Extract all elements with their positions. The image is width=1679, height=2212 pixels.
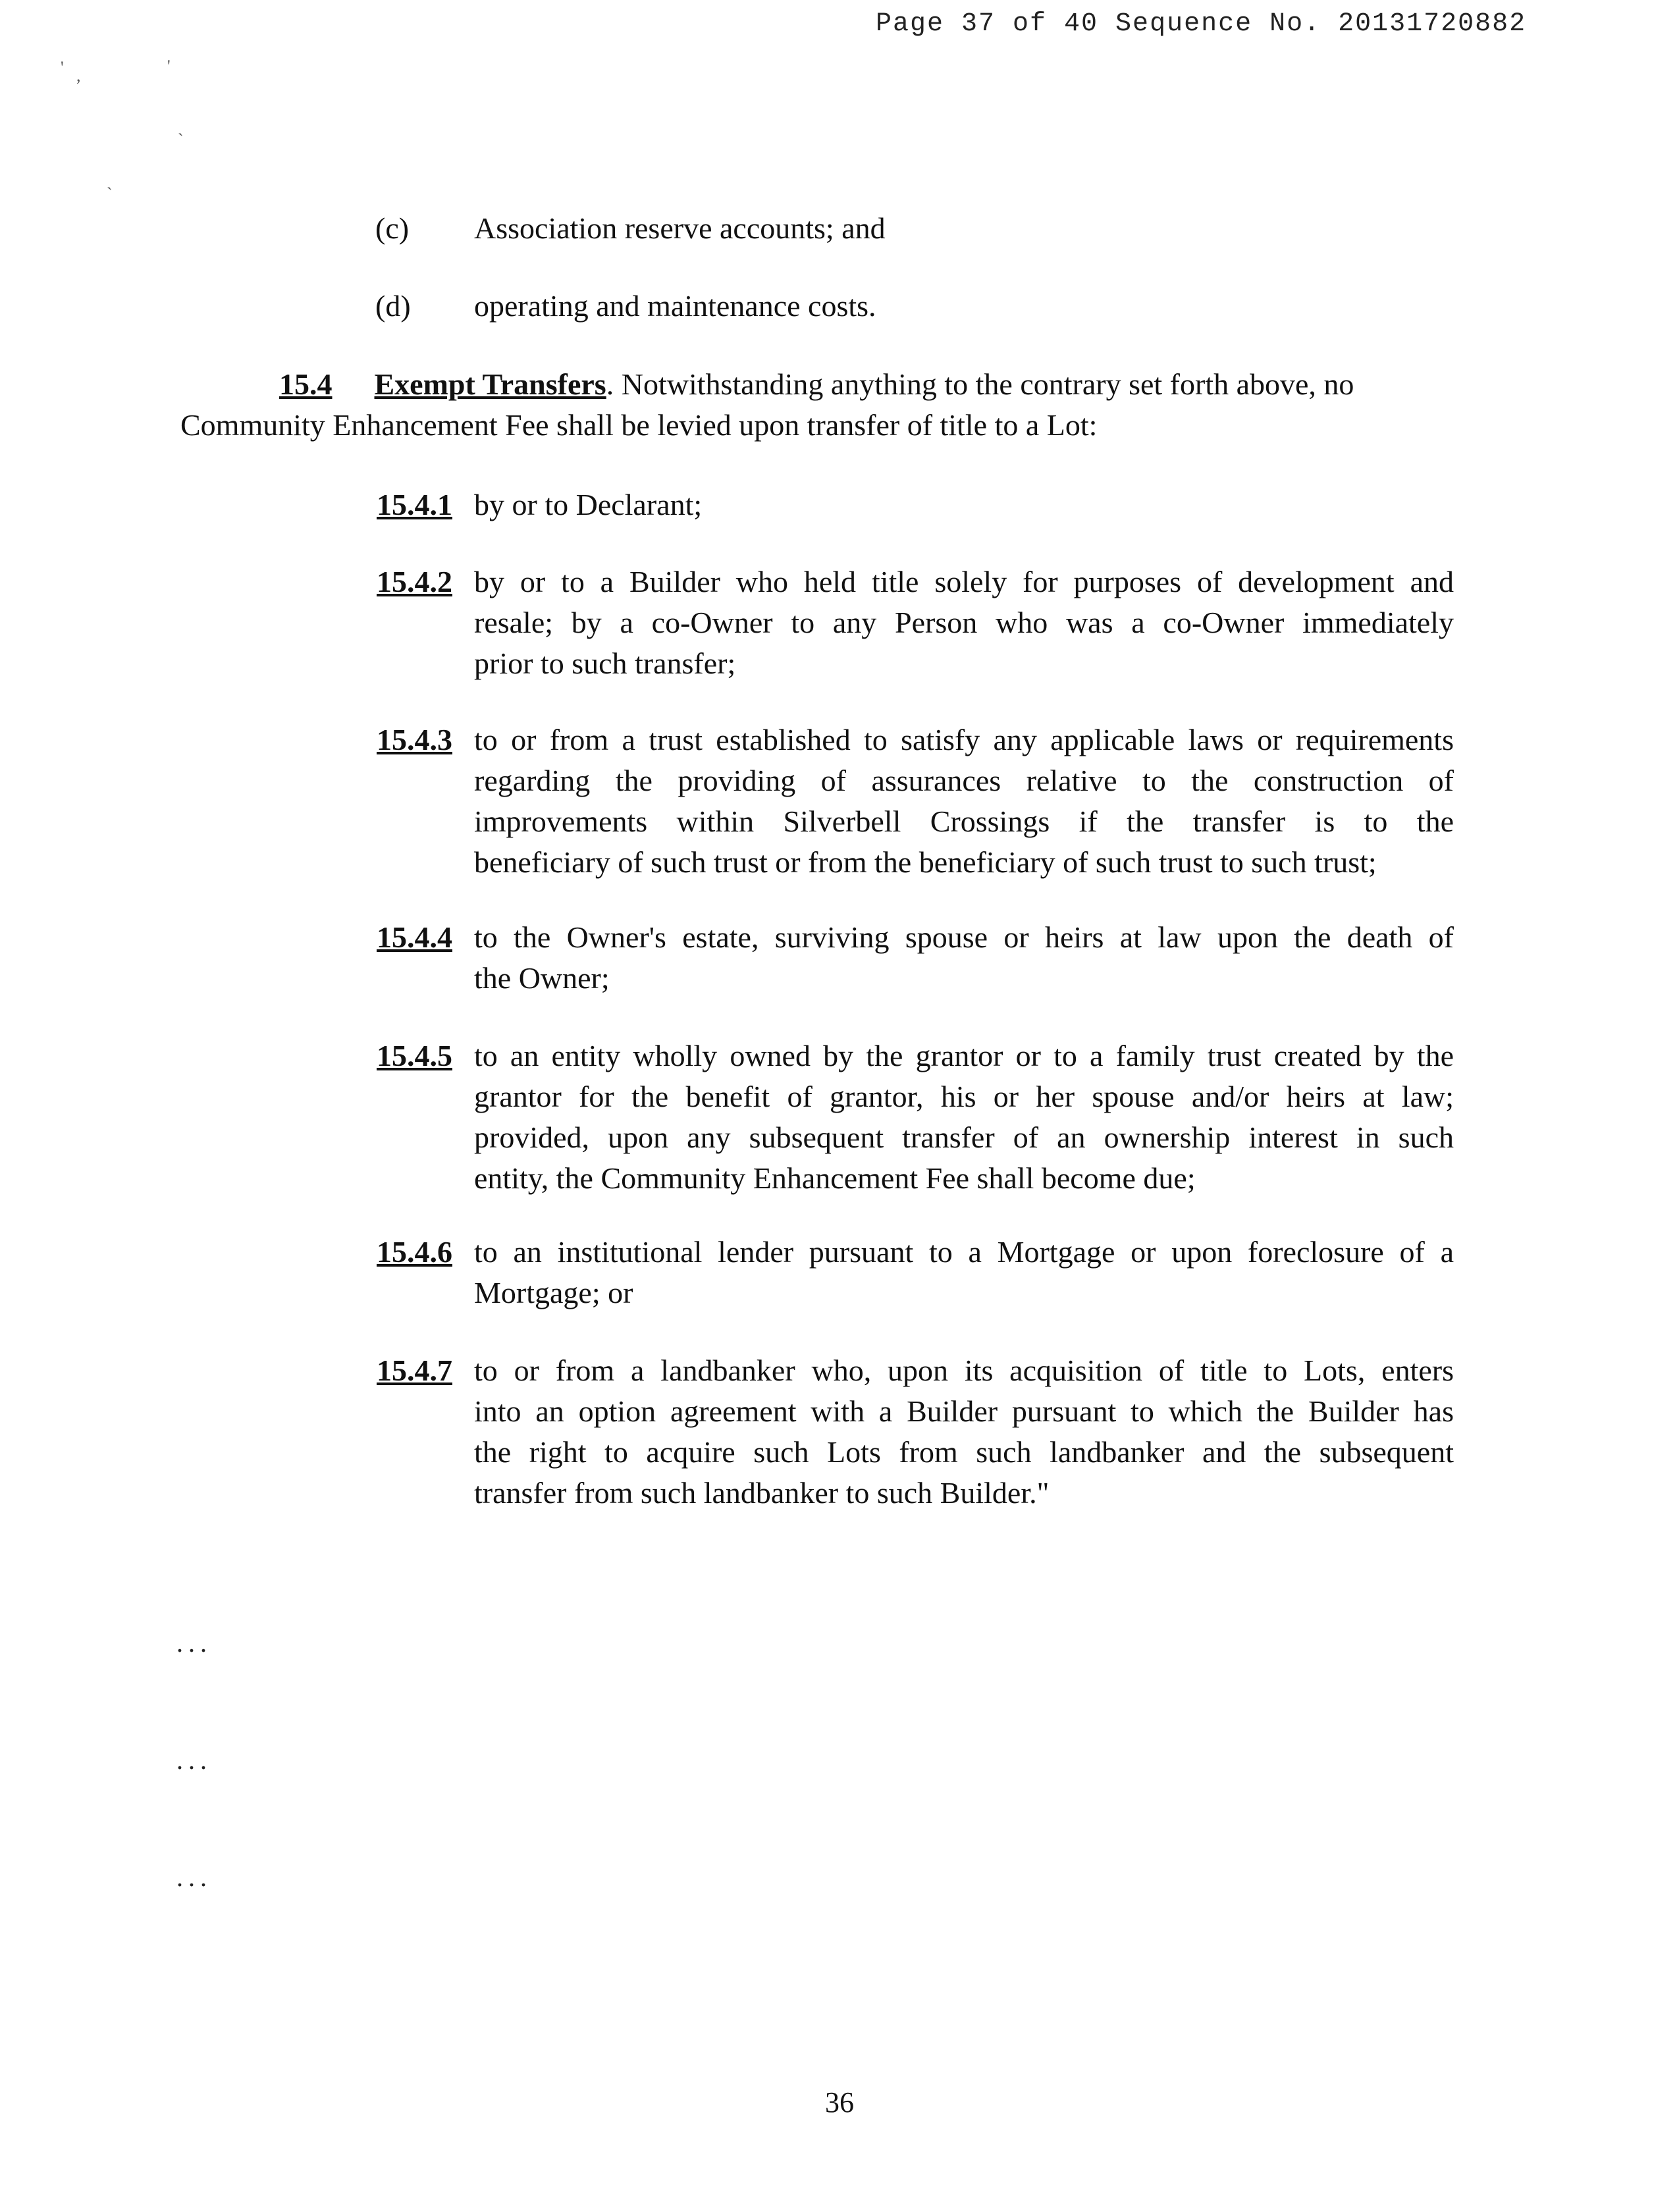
list-text: Association reserve accounts; and <box>474 211 886 245</box>
subsection-line: transfer from such landbanker to such Builder." <box>474 1476 1050 1510</box>
section-title: Exempt Transfers <box>374 367 606 401</box>
subsection-15-4-7 <box>377 1350 1454 1514</box>
section-line-1-rest: . Notwithstanding anything to the contrary set forth above, no <box>606 367 1354 401</box>
subsection-line: the Owner; <box>474 961 610 995</box>
list-label: (c) <box>375 211 410 245</box>
section-number: 15.4 <box>279 367 333 401</box>
subsection-number: 15.4.1 <box>377 488 452 521</box>
subsection-line: entity, the Community Enhancement Fee shall become due; <box>474 1161 1196 1195</box>
subsection-number: 15.4.5 <box>377 1039 452 1072</box>
subsection-15-4-3 <box>377 720 1454 883</box>
subsection-line: Mortgage; or <box>474 1276 633 1309</box>
subsection-line: to an entity wholly owned by the grantor or to a family trust created by the <box>474 1039 1454 1072</box>
recording-stamp: Page 37 of 40 Sequence No. 20131720882 <box>876 9 1527 39</box>
subsection-line: into an option agreement with a Builder pursuant to which the Builder has <box>474 1394 1454 1428</box>
subsection-number: 15.4.3 <box>377 723 452 756</box>
subsection-line: beneficiary of such trust or from the beneficiary of such trust to such trust; <box>474 845 1377 879</box>
ellipsis-marker: ... <box>176 1862 212 1892</box>
subsection-line: regarding the providing of assurances relative to the construction of <box>474 764 1454 797</box>
subsection-number: 15.4.6 <box>377 1235 452 1269</box>
scan-speck: ' <box>61 58 64 77</box>
subsection-15-4-2 <box>377 562 1454 684</box>
subsection-line: grantor for the benefit of grantor, his or her spouse and/or heirs at law; <box>474 1080 1454 1113</box>
subsection-15-4-5 <box>377 1036 1454 1199</box>
section-line-1 <box>180 364 1452 405</box>
scan-speck: ` <box>178 130 184 149</box>
list-text: operating and maintenance costs. <box>474 289 876 323</box>
subsection-line: resale; by a co-Owner to any Person who was a co-Owner immediately <box>474 606 1454 639</box>
subsection-line: to an institutional lender pursuant to a Mortgage or upon foreclosure of a <box>474 1235 1454 1269</box>
subsection-line: the right to acquire such Lots from such landbanker and the subsequent <box>474 1435 1454 1469</box>
subsection-line: by or to Declarant; <box>474 488 703 521</box>
subsection-line: by or to a Builder who held title solely for purposes of development and <box>474 565 1454 598</box>
subsection-number: 15.4.2 <box>377 565 452 598</box>
subsection-line: provided, upon any subsequent transfer of an ownership interest in such <box>474 1120 1454 1154</box>
subsection-number: 15.4.7 <box>377 1354 452 1387</box>
subsection-15-4-4 <box>377 917 1454 999</box>
subsection-line: improvements within Silverbell Crossings if the transfer is to the <box>474 804 1454 838</box>
scan-speck: ` <box>107 184 113 203</box>
subsection-line: to the Owner's estate, surviving spouse or heirs at law upon the death of <box>474 920 1454 954</box>
subsection-line: to or from a landbanker who, upon its acquisition of title to Lots, enters <box>474 1354 1454 1387</box>
subsection-15-4-6 <box>377 1232 1454 1313</box>
subsection-line: prior to such transfer; <box>474 646 736 680</box>
scan-speck: ' <box>167 57 171 76</box>
section-line-2: Community Enhancement Fee shall be levied upon transfer of title to a Lot: <box>180 408 1098 442</box>
list-label: (d) <box>375 289 411 323</box>
subsection-number: 15.4.4 <box>377 920 452 954</box>
subsection-line: to or from a trust established to satisfy any applicable laws or requirements <box>474 723 1454 756</box>
page-number: 36 <box>825 2086 854 2119</box>
ellipsis-marker: ... <box>176 1745 212 1775</box>
ellipsis-marker: ... <box>176 1628 212 1658</box>
section-15-4-paragraph <box>180 364 1452 446</box>
subsection-15-4-1 <box>377 485 1454 525</box>
scan-speck: , <box>76 66 81 85</box>
